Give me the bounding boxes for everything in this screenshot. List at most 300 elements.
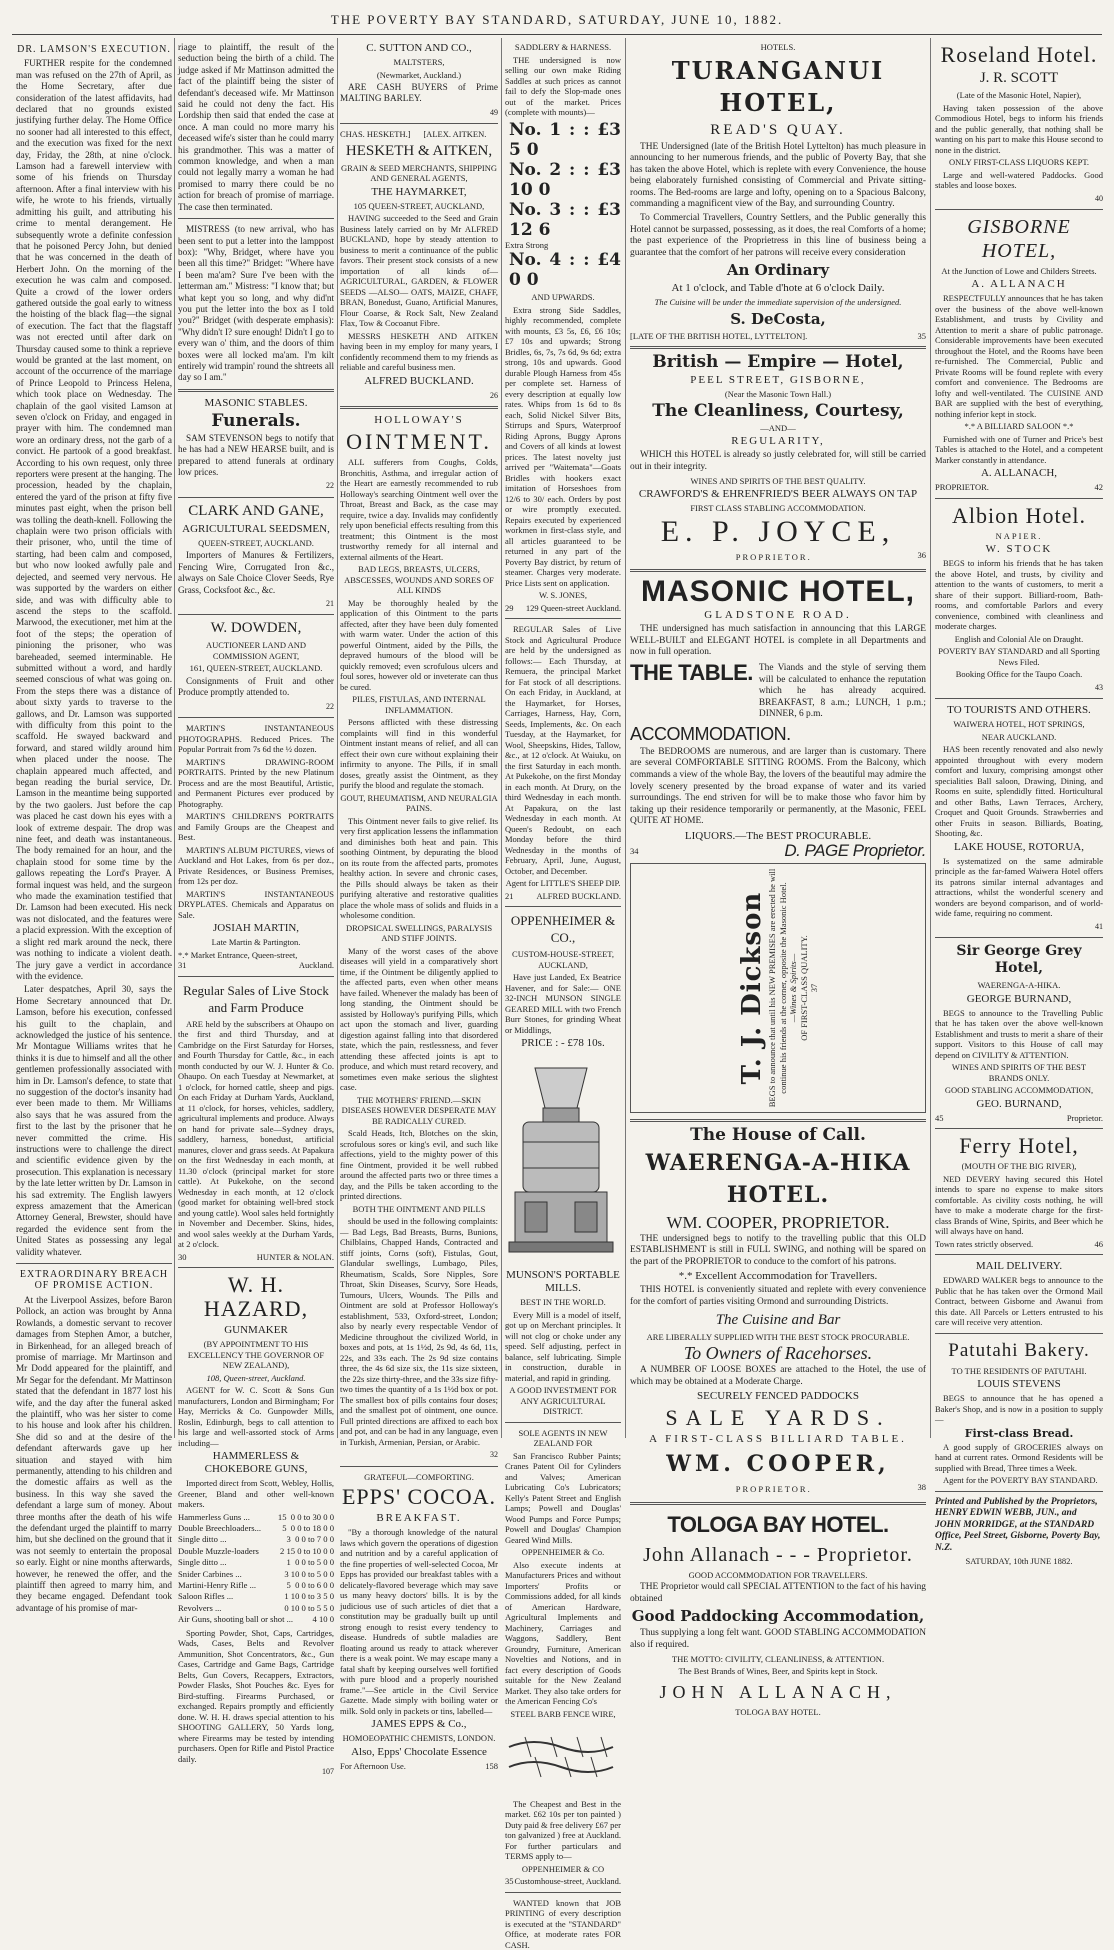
ad-address: QUEEN-STREET, AUCKLAND.: [198, 537, 314, 548]
ad-title: MUNSON'S PORTABLE MILLS.: [506, 1269, 620, 1295]
ad-signature: JOSIAH MARTIN,: [212, 922, 300, 935]
ad-subtitle: HAMMERLESS & CHOKEBORE GUNS,: [204, 1450, 308, 1476]
ad-text: Having taken possession of the above Commodious Hotel, begs to inform his friends and the public generally, that nothing shall be wanting on his part to make this House second to none in the district.: [935, 102, 1103, 155]
ad-subtitle: A GOOD INVESTMENT FOR ANY AGRICULTURAL DISTRICT.: [509, 1385, 617, 1417]
ad-subtitle: The House of Call.: [690, 1124, 866, 1145]
ad-title: Funerals.: [211, 410, 301, 431]
price-row: Double Muzzle-loaders 2 15 0 to 10 0 0: [178, 1545, 334, 1556]
ad-title: W. H. HAZARD,: [203, 1272, 309, 1322]
ad-signature: GEO. BURNAND,: [976, 1097, 1062, 1110]
ad-text: MESSRS HESKETH AND AITKEN having been in my employ for many years, I confidently recommend them to my friends as reliable and careful business men.: [340, 330, 498, 373]
ad-text: NED DEVERY having secured this Hotel intends to spare no expense to make sitors comfortable. As civility costs nothing, he will have to make a moderate charge for the first-class Brands of Wine, Spirits, and Beer which he will always have on hand.: [935, 1173, 1103, 1237]
ad-text: THE Undersigned (late of the British Hotel Lyttelton) has much pleasure in announcing to her numerous friends, and the public of Poverty Bay, that she has taken the above Hotel, which is replete with every Convenience, the house being elaborately furnished consisting of Commercial and Private sitting-rooms. The Bed-rooms are large and lofty, opening on to a Spacious Balcony, commanding a magnificent view of the Bay, and surrounding Country.: [630, 141, 926, 210]
separator: [178, 976, 334, 977]
ad-signature: D. PAGE Proprietor.: [784, 841, 926, 861]
ad-subtitle: The Cuisine and Bar: [715, 1311, 841, 1328]
ad-subtitle: John Allanach - - - Proprietor.: [643, 1543, 913, 1566]
ad-text: Importers of Manures & Fertilizers, Fencing Wire, Corrugated Iron &c., always on Sale Choice Clover Seeds, Rye Grass, Cocksfoot &c., &c.: [178, 550, 334, 595]
ad-subtitle: BREAKFAST.: [376, 1512, 462, 1525]
price-row: Snider Carbines ... 3 10 0 to 5 0 0: [178, 1568, 334, 1579]
ad-subtitle: Also, Epps' Chocolate Essence: [351, 1745, 487, 1758]
ad-text: MARTIN'S ALBUM PICTURES, views of Auckland and Hot Lakes, from 6s per doz., Private Residences, or Business Premises, from 12s per doz.: [178, 844, 334, 887]
ad-text: ARE held by the subscribers at Ohaupo on the first and third Thursday, and at Cambridge on the First Saturday for Horses, and Fourth Thursday for Cattle, &c., in each month conducted by our W. J. Hunter & Co. Ohaupo. On each Tuesday at Newmarket, at 1 o'clock, for horned cattle, sheep and pigs. On each Friday at Durham Yards, Auckland, at 11 o'clock, for horses, vehicles, saddlery, agricultural implements and produce. Always on hand for private sale—Sydney drays, saddlery, harness, bonedust, artificial manures, clover and grass seeds. At Papakura on the first Wednesday in each month, at 11.30 o'clock (principal market for store cattle). At Pukekohe, on the second Wednesday in each month, at 12 o'clock (good market for obtaining well-bred stock and young cattle). Wool sales held fortnightly in November and December. Skins, hides, and wool sales weekly at the Durham Yards, at 2 o'clock.: [178, 1018, 334, 1250]
ad-address: 108, Queen-street, Auckland.: [206, 1372, 306, 1383]
ad-subtitle: The Cleanliness, Courtesy,: [652, 400, 904, 421]
column-2: [178, 40, 334, 1777]
ad-text: EDWARD WALKER begs to announce to the Public that he has taken over the Ormond Mail Contract, between Gisborne and Awanui from this date. All Parcels or Letters entrusted to his care will receive very attention.: [935, 1275, 1103, 1328]
ad-footer: [630, 1482, 926, 1497]
section-heading: HOTELS.: [760, 42, 796, 52]
ad-text: MARTIN'S CHILDREN'S PORTRAITS and Family Groups are the Cheapest and Best.: [178, 811, 334, 843]
ad-footer: [340, 1761, 498, 1772]
ad-signature: A. ALLANACH,: [980, 467, 1058, 480]
ad-subheading: BAD LEGS, BREASTS, ULCERS, ABSCESSES, WOUNDS AND SORES OF ALL KINDS: [344, 564, 494, 596]
ad-text: Furnished with one of Turner and Price's best Tables is attached to the Hotel, and a competent Marker constantly in attendance.: [935, 433, 1103, 465]
ad-number: 31: [178, 960, 187, 971]
separator: [178, 717, 334, 718]
ad-subtitle: A. ALLANACH: [971, 278, 1067, 291]
ad-subtitle: NEAR AUCKLAND.: [981, 731, 1057, 742]
price-row: Martini-Henry Rifle ... 5 0 0 to 6 0 0: [178, 1580, 334, 1590]
ad-subtitle: WINES AND SPIRITS OF THE BEST QUALITY.: [690, 475, 866, 486]
ad-number: 22: [326, 481, 334, 491]
ad-subtitle: AUCTIONEER LAND AND COMMISSION AGENT,: [205, 640, 307, 661]
column-4: [505, 40, 621, 1950]
ad-signature: Proprietor.: [1066, 1112, 1103, 1123]
ad-number: 36: [917, 549, 926, 560]
column-3: [340, 40, 498, 1771]
ad-number: 38: [917, 1482, 926, 1493]
separator: [178, 1267, 334, 1268]
ad-signature: HUNTER & NOLAN.: [256, 1251, 334, 1262]
ad-subtitle: An Ordinary: [726, 261, 830, 280]
separator: [505, 906, 621, 907]
ad-subtitle: NAPIER.: [995, 530, 1043, 541]
ad-subtitle: At the Junction of Lowe and Childers Streets.: [941, 265, 1097, 276]
ad-text: Imported direct from Scott, Webley, Hollis, Greener, Bland and other well-known makers.: [178, 1478, 334, 1510]
ad-signature: WM. COOPER,: [666, 1451, 890, 1478]
ad-text: ALL sufferers from Coughs, Colds, Bronchitis, Asthma, and irregular action of the Heart are earnestly recommended to rub Holloway's searching Ointment well over the Throat, Breast and Back, as the case may require, twice a day. Invalids may confidently rely upon beneficial effects resulting from this treatment; this Ointment is the most trustworthy remedy for all internal and external ailments of the Heart.: [340, 457, 498, 562]
article-paragraph: At the Liverpool Assizes, before Baron Pollock, an action was brought by Anna Rowlands, a domestic servant to recover damages from Stephen Amor, a butcher, in Birkenhead, for an alleged breach of promise of marriage. Mr Martinson and Mr Dodd appeared for the plaintiff, and Mr Segar for the defendant. Mr Mattinson stated that the defendant in 1877 lost his wife, and the day after the funeral asked the plaintiff, who was her sister to come to his house and look after his children. She did so and at the desire of the defendant afterwards gave up her situation and stayed with him permanently, attending to his children and the domestic affairs as well as the business. In this way she saved the defendant a large sum of money. About three months after the death of his wife the defendant urged the plaintiff to marry him, but she declined on the ground that it was not seemly to entertain the proposal so early. Eight or nine months afterwards, however, he renewed the offer, and the plaintiff then agreed to marry him, and they became engaged. Defendant took advantage of his promise of mar-: [16, 1294, 172, 1613]
ad-text: ARE CASH BUYERS of Prime MALTING BARLEY.: [340, 82, 498, 104]
ad-number: 35: [917, 330, 926, 341]
ad-title: HESKETH & AITKEN,: [345, 142, 493, 159]
ad-text: Also execute indents at Manufacturers Prices and without Importers' Profits or Commissions added, for all kinds of American Hardware, Agricultural Implements and Machinery, Carriages and Waggons, Saddlery, Bent Groundry, Furniture, American Novelties and Notions, and in fact every description of Goods suitable for the New Zealand Market. They also take orders for the American Fencing Co's: [505, 1559, 621, 1707]
ad-subtitle: AGRICULTURAL SEEDSMEN,: [182, 522, 330, 535]
ad-note: Booking Office for the Taupo Coach.: [955, 669, 1083, 680]
ad-subtitle: To Owners of Racehorses.: [683, 1343, 873, 1364]
ad-number: 158: [485, 1760, 498, 1771]
ad-text: Many of the worst cases of the above diseases will yield in a comparatively short time, if the Ointment be diligently applied to the affected parts, even when other means have failed. Whenever the malady has been of long standing, the Ointment should be assisted by Holloway's purifying Pills, which act upon the stomach and liver, guarding digestion against falling into that disordered state, which the pain, restlessness, and fever attending these affected joints is apt to produce, and which must retard recovery, and sometimes even make serious the slightest case.: [340, 945, 498, 1093]
ad-subtitle: READ'S QUAY.: [710, 121, 846, 138]
ad-text: HAVING succeeded to the Seed and Grain Business lately carried on by Mr ALFRED BUCKLAND, hope by steady attention to business to merit a continuance of the public favors. Their present stock consists of a new importation of all kinds of— AGRICULTURAL, GARDEN, & FLOWER SEEDS —ALSO— OATS, MAIZE, CHAFF, BRAN, Bonedust, Guano, Artificial Manures, Flour Coarse, & Rock Salt, New Zealand Flax, Tow & Cocoanut Fibre.: [340, 213, 498, 329]
ad-footer: [178, 1252, 334, 1263]
ad-signature: HOMOEOPATHIC CHEMISTS, LONDON.: [342, 1733, 496, 1744]
ad-subtitle: SECURELY FENCED PADDOCKS: [697, 1390, 859, 1403]
ad-title: OINTMENT.: [346, 429, 492, 455]
ad-subheading: BOTH THE OINTMENT AND PILLS: [352, 1203, 486, 1214]
ad-text: A good supply of GROCERIES always on hand at current rates. Ormond Residents will be supplied with Bread, Three times a Week.: [935, 1441, 1103, 1473]
ad-text: WANTED known that JOB PRINTING of every description is executed at the "STANDARD" Office, at moderate rates FOR CASH.: [505, 1897, 621, 1950]
price-row: Hammerless Guns ... 15 0 0 to 30 0 0: [178, 1511, 334, 1522]
separator: [178, 497, 334, 498]
mill-illustration: [505, 1058, 617, 1258]
ad-number: 21: [326, 598, 334, 608]
separator: [935, 1333, 1103, 1334]
ad-title: C. SUTTON AND CO.,: [366, 42, 472, 54]
ad-subtitle: GOOD ACCOMMODATION FOR TRAVELLERS.: [688, 1569, 868, 1580]
ad-signature: JOHN ALLANACH,: [659, 1681, 897, 1702]
ad-subtitle: GUNMAKER: [224, 1324, 288, 1337]
ad-note: For Afternoon Use.: [340, 1760, 406, 1771]
price-row: Air Guns, shooting ball or shot ... 4 10 0: [178, 1614, 334, 1625]
ad-title: MAIL DELIVERY.: [975, 1260, 1063, 1273]
ad-partners: CHAS. HESKETH.] [ALEX. AITKEN.: [340, 129, 487, 140]
ad-signature: ALFRED BUCKLAND.: [364, 374, 474, 387]
ad-number: 32: [490, 1450, 498, 1460]
ad-city: Auckland.: [298, 960, 334, 971]
separator: [505, 618, 621, 619]
ad-number: 29: [505, 602, 514, 613]
ad-text: To Commercial Travellers, Country Settlers, and the Public generally this Hotel cannot be surpassed, possessing, as it does, the real Comforts of a home; the past experience of the Proprietress in this line of business being a guarantee that the comfort of her patrons will receive every consideration: [630, 213, 926, 258]
ad-text: May be thoroughly healed by the application of this Ointment to the parts affected, after they have been duly fomented with warm water. Under the action of this powerful Ointment, aided by the Pills, the depraved humours of the blood will be quickly removed; even scrofulous ulcers and foul sores, however old or inveterate can thus be cured.: [340, 597, 498, 692]
ad-subtitle: BEST IN THE WORLD.: [520, 1297, 606, 1308]
ad-text: THE Proprietor would call SPECIAL ATTENTION to the fact of his having obtained: [630, 1582, 926, 1604]
ad-title: Ferry Hotel,: [959, 1133, 1079, 1159]
separator: [630, 569, 926, 572]
ad-subtitle: Agent for LITTLE'S SHEEP DIP.: [505, 878, 621, 888]
ad-text: BEGS to announce to the Travelling Public that he has taken over the above well-known Establishment and trusts to merit a share of their support. Visitors to this House of call may depend on CIVILITY & ATTENTION.: [935, 1007, 1103, 1060]
separator: [505, 1422, 621, 1423]
ad-title: EPPS' COCOA.: [341, 1484, 497, 1510]
ad-subtitle: LIQUORS.—The BEST PROCURABLE.: [684, 830, 872, 843]
ad-text: should be used in the following complaints:— Bad Legs, Bad Breasts, Burns, Bunions, Chilblains, Chapped Hands, Contracted and stiff joints, Corns (soft), Fistulas, Gout, Glandular swellings, Lumbago, Piles, Rheumatism, Scalds, Sore Nipples, Sore Throat, Skin Diseases, Scurvy, Sore Heads, Tumours, Ulcers, Wounds. The Pills and Ointment are sold at Professor Holloway's establishment, 533, Oxford-street, London; also by nearly every respectable Vendor of Medicine throughout the civilized World, in boxes and pots, at 1s 1½d, 2s 9d, 4s 6d, 11s, 22s, and 33s each. The 2s 9d size contains three, the 4s 6d size six, the 11s size sixteen, the 22s size thirty-three, and the 33s size fifty-two times the quantity of a 1s 1½d box or pot. The smallest box of pills contains four doses; and the smallest pot of ointment, one ounce. Full printed directions are affixed to each box and pot, and can be had in any language, even in Turkish, Armenian, Persian, or Arabic.: [340, 1216, 498, 1447]
ad-number: 35: [505, 1876, 514, 1887]
ad-text: BEGS to announce that he has opened a Baker's Shop, and is now in a position to supply—: [935, 1393, 1103, 1425]
ad-text: THE undersigned begs to notify to the travelling public that this OLD ESTABLISHMENT is still in FULL SWING, and nothing will be spared on the part of the PROPRIETOR to conduce to the comfort of his patrons.: [630, 1233, 926, 1267]
ad-title: Roseland Hotel.: [940, 42, 1098, 67]
section-title: ACCOMMODATION.: [630, 723, 791, 744]
table-section: [630, 661, 926, 723]
ad-subtitle: GRAIN & SEED MERCHANTS, SHIPPING AND GENERAL AGENTS,: [340, 162, 498, 184]
column-divider: [930, 38, 931, 1438]
ad-signature: [LATE OF THE BRITISH HOTEL, LYTTELTON].: [630, 330, 808, 341]
ad-subtitle: CUSTOM-HOUSE-STREET, AUCKLAND,: [512, 949, 614, 970]
separator: [935, 209, 1103, 210]
dickson-ad: [630, 863, 926, 1113]
ad-subtitle: (Near the Masonic Town Hall.): [724, 389, 832, 400]
ad-subtitle: PEEL STREET, GISBORNE,: [690, 374, 866, 387]
ad-subheading: THE MOTHERS' FRIEND.—SKIN DISEASES HOWEVER DESPERATE MAY BE RADICALLY CURED.: [341, 1094, 497, 1126]
ad-number: 45: [935, 1112, 944, 1123]
price-table: [178, 1512, 334, 1626]
ad-number: 40: [1095, 193, 1103, 203]
dickson-rotated: [737, 868, 820, 1108]
ad-text: Have just Landed, Ex Beatrice Havener, and for Sale:— ONE 32-INCH MUNSON SINGLE GEARED MILL with two French Burr Stones, for grinding Wheat or Middlings,: [505, 972, 621, 1035]
ad-signature: PROPRIETOR.: [935, 482, 989, 493]
ad-note: WINES AND SPIRITS OF THE BEST BRANDS ONLY.: [951, 1062, 1087, 1083]
ad-text: MARTIN'S INSTANTANEOUS PHOTOGRAPHS. Reduced Prices. The Popular Portrait from 7s 6d the ½ dozen.: [178, 723, 334, 755]
separator: [630, 346, 926, 349]
ad-text: REGULAR Sales of Live Stock and Agricultural Produce are held by the undersigned as follows:— Each Thursday, at Remuera, the principal Market for Fat stock of all descriptions. On each Friday, in Auckland, at the Haymarket, for Horses, Carriages, Harness, Hay, Corn, Seeds, Implements, &c. On each Tuesday, at the Haymarket, for Wool, Sheepskins, Hides, Tallow, &c., at 12 o'clock. At Waiuku, on the first Saturday in each month. At Pukekohe, on the first Monday in each month. At Drury, on the third Wednesday in each month. At Papakura, on the last Wednesday in each month. At Queen's Redoubt, on each Monday before the third Wednesday in the months of February, April, June, August, October, and December.: [505, 624, 621, 876]
ad-text: The Cheapest and Best in the market. £62 10s per ton painted ) Duty paid & free delivery £67 per ton galvanized ) free at Auckland. For further particulars and TERMS apply to—: [505, 1798, 621, 1862]
ad-title: GISBORNE HOTEL,: [967, 215, 1071, 262]
price-row: Saloon Rifles ... 1 10 0 to 3 5 0: [178, 1591, 334, 1602]
ad-signature: TOLOGA BAY HOTEL.: [735, 1706, 821, 1717]
ad-text: The BEDROOMS are numerous, and are larger than is customary. There are several COMFORTABLE SITTING ROOMS. From the Balcony, which commands a view of the whole Bay, the lovers of the beautiful may admire the lovely scenery presented by the broad expanse of water and its varied surroundings. The end striven for will be to make those who favor him by taking up their residence temporarily or permanently, at the Masonic, FEEL QUITE AT HOME.: [630, 746, 926, 827]
ad-title: CLARK AND GANE,: [188, 502, 324, 519]
ad-subtitle: W. STOCK: [985, 543, 1053, 556]
masthead: THE POVERTY BAY STANDARD, SATURDAY, JUNE 10, 1882.: [330, 12, 784, 27]
article-paragraph: riage to plaintiff, the result of the seduction being the birth of a child. The judge asked if Mr Mattinson admitted the fact of the plaintiff being the sister of defendant's deceased wife. Mr Mattinson said he could not deny the fact. His Lordship then said that ended the case at once. A man could no more marry his deceased wife's sister than he could marry his grandmother. This was a matter of common knowledge, and when a man could not legally marry a woman he had promised to marry there could be no action for breach of promise of marriage. The case then terminated.: [178, 42, 334, 212]
ad-text: A NUMBER OF LOOSE BOXES are attached to the Hotel, the use of which may be obtained at a Moderate Charge.: [630, 1365, 926, 1387]
separator: [178, 614, 334, 615]
ad-text: "By a thorough knowledge of the natural laws which govern the operations of digestion and nutrition and by a careful application of the fine properties of well-selected Cocoa, Mr Epps has provided our breakfast tables with a delicately-flavored beverage which may save us many heavy doctors' bills. It is by the judicious use of such articles of diet that a constitution may be gradually built up until strong enough to resist every tendency to disease. Hundreds of subtle maladies are floating around us ready to attack wherever there is a weak point. We may escape many a fatal shaft by keeping ourselves well fortified with pure blood and a properly nourished frame."—See article in the Civil Service Gazette. Made simply with boiling water or milk. Sold only in packets or tins, labelled—: [340, 1527, 498, 1716]
ad-subtitle: ONLY FIRST-CLASS LIQUORS KEPT.: [948, 157, 1090, 167]
ad-subtitle: *.* Excellent Accommodation for Travellers.: [678, 1270, 878, 1283]
ad-subtitle: (BY APPOINTMENT TO HIS EXCELLENCY THE GOVERNOR OF NEW ZEALAND),: [187, 1339, 325, 1371]
separator: [630, 1502, 926, 1505]
ad-title: OPPENHEIMER & CO.,: [510, 913, 616, 945]
separator: [340, 123, 498, 124]
column-1: [16, 40, 172, 1613]
ad-subheading: PILES, FISTULAS, AND INTERNAL INFLAMMATION.: [352, 694, 486, 715]
ad-signature: PROPRIETOR.: [735, 1484, 812, 1495]
ad-subtitle: *.* A BILLIARD SALOON *.*: [964, 421, 1074, 432]
ad-title: Patutahi Bakery.: [948, 1339, 1090, 1361]
ad-subtitle: LOUIS STEVENS: [977, 1378, 1061, 1391]
ad-subheading: GOUT, RHEUMATISM, AND NEURALGIA PAINS.: [340, 792, 498, 814]
ad-subtitle: —AND—: [760, 422, 796, 433]
ad-signature: W. S. JONES,: [538, 590, 588, 600]
ad-address: 129 Queen-street Auckland.: [525, 602, 621, 613]
separator: [340, 1466, 498, 1467]
section-title: THE TABLE.: [630, 659, 753, 685]
ad-address: (Newmarket, Auckland.): [376, 69, 462, 80]
ad-signature: S. DeCosta,: [730, 309, 826, 328]
ad-subtitle: AND UPWARDS.: [531, 292, 595, 302]
ad-footer: [630, 331, 926, 342]
article-paragraph: Later despatches, April 30, says the Home Secretary announced that Dr. Lamson, before his execution, confessed his guilt to the chaplain, and acknowledged the justice of his sentence. Mr Montague Williams writes that he thinks it is due to himself and all the other gentlemen professionally associated with him in Dr. Lamson's defence, to state that no suggestion of the doctor's insanity had ever been made to them. Mr Williams also says that he was assured from the first to the last by the prisoner that he never committed the crime. His instructions were to challenge the direct and scientific evidence given by the prosecution. This explanation is necessary by the late letter written by Dr. Lamson in his sad extremity. The English lawyers express amazement that the American Attorney General, Brewster, should have regarded the evidence sent from the United States as possessing any legal validity whatever.: [16, 984, 172, 1257]
ad-text: MARTIN'S DRAWING-ROOM PORTRAITS. Printed by the new Platinum Process and are the most Beautiful, Artistic, and Permanent Pictures ever produced by Photography.: [178, 756, 334, 809]
ad-subtitle: GRATEFUL—COMFORTING.: [364, 1471, 474, 1482]
ad-title: OPPENHEIMER & Co.: [521, 1547, 605, 1558]
ad-number: 46: [1094, 1238, 1103, 1249]
ad-text: RESPECTFULLY announces that he has taken over the business of the above well-known Establishment, and trusts by Civility and Attention to merit a share of public patronage. Considerable improvements have been executed throughout the Hotel, and the Rooms have been re-furnished. The Commercial, Public and Private Rooms will be found replete with every comfort and convenience. The Bedrooms are lofty and well-ventilated. The CUISINE AND BAR are supplied with the best of everything, nothing inferior kept in stock.: [935, 293, 1103, 419]
ad-footer: [505, 1876, 621, 1887]
ad-title: Regular Sales of Live Stock and Farm Produce: [183, 982, 329, 1015]
ad-title: W. DOWDEN,: [210, 620, 302, 637]
ad-title: T. J. Dickson: [736, 891, 767, 1084]
ad-number: 30: [178, 1251, 187, 1262]
ad-subtitle: (Late of the Masonic Hotel, Napier),: [956, 90, 1082, 100]
ad-title: Albion Hotel.: [952, 502, 1086, 528]
ad-footer: [935, 482, 1103, 493]
price-row: Revolvers ... 0 10 0 to 5 5 0: [178, 1602, 334, 1613]
ad-address: Customhouse-street, Auckland.: [514, 1876, 621, 1887]
ad-title: TOLOGA BAY HOTEL.: [667, 1511, 889, 1537]
ad-text: SAM STEVENSON begs to notify that he has had a NEW HEARSE built, and is prepared to attend funerals at ordinary low prices.: [178, 432, 334, 477]
ad-text: BEGS to inform his friends that he has taken the above Hotel, and trusts, by civility and attention to the wants of customers, to merit a share of their support. Billiard-room, Bath-rooms, and comfortable Parlors and every convenience, combined with cleanliness and moderate charges.: [935, 558, 1103, 632]
ad-subtitle: MALTSTERS,: [393, 57, 445, 67]
ad-subtitle: STEEL BARB FENCE WIRE,: [510, 1708, 616, 1719]
separator: [935, 1254, 1103, 1255]
ad-text: This Ointment never fails to give relief. Its very first application lessens the inflammation and diminishes both heat and pain. This soothing Ointment, by depurating the blood on its route from the affected parts, promotes healthy action. In severe and chronic cases, the Pills should always be taken as their purifying alterative and restorative qualities place the whole mass of solids and fluids in a wholesome condition.: [340, 815, 498, 921]
ad-number: 26: [490, 390, 498, 400]
column-divider: [625, 38, 626, 1438]
ad-number: 41: [1095, 921, 1103, 931]
ad-signature: Late Martin & Partington.: [211, 937, 301, 948]
ad-signature: OPPENHEIMER & CO: [521, 1863, 605, 1874]
ad-text: Persons afflicted with these distressing complaints will find in this wonderful Ointment instant means of relief, and all can effect their own cure without explaining their infirmity to anyone. The Pills, if in small doses, greatly assist the Ointment, as they purify the blood and regulate the stomach.: [340, 717, 498, 791]
ad-text: Scald Heads, Itch, Blotches on the skin, scrofulous sores or king's evil, and such like affections, yield to the mighty power of this fine Ointment, provided it be well rubbed around the affected parts two or three times a day, and the Pills be taken according to the printed directions.: [340, 1128, 498, 1202]
article-paragraph: MISTRESS (to new arrival, who has been sent to put a letter into the lamppost box): "Why, Bridget, where have you been all this time?" Bridget: "Where have I been ma'am? Sure I've been with the letterman am." Mistress: "I know that; but what kept you so long, and why did'nt you put the letter into the box as I told you?" Bridget (with desperate emphasis): "Why didn't I? sure enough! Didn't I go to every wan o' thim, and the doors of thim boxes were all locked ma'am. I'm kilt entirely wid trampin' round the shtreets all day so I am.": [178, 224, 334, 383]
column-divider: [501, 38, 502, 1438]
column-divider: [174, 38, 175, 1438]
article-title: EXTRAORDINARY BREACH OF PROMISE ACTION.: [19, 1269, 169, 1292]
ad-note: Town rates strictly observed.: [935, 1238, 1034, 1249]
price-line: No. 2 : : £3 10 0: [509, 159, 621, 200]
ad-text: Sporting Powder, Shot, Caps, Cartridges, Wads, Cases, Belts and Revolver Ammunition, Shot Concentrators, &c., Gun Cases, Cartridge and Game Bags, Cartridge Belts, Gun Covers, Recappers, Extractors, Powder Flasks, Shot Pouches &c. Eyes for Bird-stuffing. Firearms Purchased, or exchanged. Repairs promptly and efficiently done. W. H. H. draws special attention to his SHOOTING GALLERY, 50 Yards long, where Firearms may be tested by intending purchasers. Open for Rifle and Pistol Practice daily.: [178, 1627, 334, 1764]
ad-subtitle: GLADSTONE ROAD.: [704, 609, 852, 622]
ad-text: THE undersigned has much satisfaction in announcing that this LARGE WELL-BUILT and ELEGANT HOTEL is complete in all Departments and now in full operation.: [630, 624, 926, 658]
ad-note: The Cuisine will be under the immediate supervision of the undersigned.: [654, 297, 902, 308]
ad-text: THE undersigned is now selling our own make Riding Saddles at such prices as cannot fail to defy the Slop-made ones out of the market. Prices (complete with mounts)—: [505, 54, 621, 117]
accommodation-section: [630, 723, 926, 745]
ad-subtitle: At 1 o'clock, and Table d'hote at 6 o'clock Daily.: [671, 282, 885, 295]
ad-footer: [505, 891, 621, 902]
imprint: Printed and Published by the Proprietors, HENRY EDWIN WEBB, JUN., and JOHN MORRIDGE, at the STANDARD Office, Peel Street, Gisborne, Poverty Bay, N.Z.: [935, 1496, 1101, 1553]
ad-text: Is systematized on the same admirable principle as the far-famed Waiwera Hotel offers its patrons similar internal advantages and attractions, whilst the wonderful scenery and wonders are beyond comparison, and of world-wide fame, requiring no comment.: [935, 855, 1103, 919]
ad-footer: [935, 1113, 1103, 1124]
ad-text: The Viands and the style of serving them will be calculated to enhance the reputation which he has already acquired. BREAKFAST, 8 a.m.; LUNCH, 1 p.m.; DINNER, 6 p.m.: [758, 662, 926, 720]
ad-subtitle: SALE YARDS.: [665, 1405, 891, 1431]
separator: [16, 1263, 172, 1264]
ad-number: 22: [326, 701, 334, 711]
ad-subtitle: Good Paddocking Accommodation,: [631, 1607, 925, 1626]
ad-text: WHICH this HOTEL is already so justly celebrated for, will still be carried out in their integrity.: [630, 450, 926, 473]
ad-subtitle: HOLLOWAY'S: [374, 414, 464, 427]
separator: [630, 1119, 926, 1122]
ad-title: WAERENGA-A-HIKA HOTEL.: [645, 1149, 911, 1208]
price-note: Extra Strong: [505, 239, 549, 250]
ad-subtitle: First-class Bread.: [964, 1426, 1074, 1440]
ad-text: San Francisco Rubber Paints; Cranes Patent Oil for Cylinders and Valves; American Lubricating Co's Lubricators; Kelly's Patent Street and English Lamps; Powell and Douglas' Wood Pumps and Force Pumps; Powell and Douglas' Champion Geared Wind Mills.: [505, 1450, 621, 1545]
ad-text: MARTIN'S INSTANTANEOUS DRYPLATES. Chemicals and Apparatus on Sale.: [178, 888, 334, 920]
ad-subtitle: WM. COOPER, PROPRIETOR.: [666, 1212, 890, 1232]
ad-note: GOOD STABLING ACCOMMODATION,: [944, 1085, 1094, 1096]
ad-price: PRICE : - £78 10s.: [521, 1037, 605, 1049]
ad-title: MASONIC HOTEL,: [641, 575, 915, 609]
ad-subtitle: SOLE AGENTS IN NEW ZEALAND FOR: [518, 1427, 608, 1449]
ad-subtitle: THE MOTTO: CIVILITY, CLEANLINESS, & ATTENTION.: [671, 1653, 885, 1664]
price-row: Single ditto ... 3 0 0 to 7 0 0: [178, 1534, 334, 1545]
ad-note: POVERTY BAY STANDARD and all Sporting News Filed.: [938, 646, 1100, 667]
ad-signature: JAMES EPPS & Co.,: [371, 1718, 467, 1731]
imprint-date: SATURDAY, 10th JUNE 1882.: [965, 1556, 1073, 1567]
fence-wire-illustration: [505, 1727, 617, 1787]
ad-footer: [178, 960, 334, 971]
ad-heading: MASONIC STABLES.: [204, 396, 308, 409]
column-divider: [337, 38, 338, 1438]
ad-title: British — Empire — Hotel,: [652, 352, 904, 373]
ad-footer: [505, 603, 621, 614]
ad-subtitle: WAIWERA HOTEL, HOT SPRINGS,: [953, 719, 1085, 730]
price-line: No. 4 : : £4 0 0: [509, 250, 621, 290]
ad-subheading: DROPSICAL SWELLINGS, PARALYSIS AND STIFF JOINTS.: [345, 922, 493, 944]
ad-subtitle: FIRST CLASS STABLING ACCOMMODATION.: [690, 503, 866, 514]
ad-subtitle: LAKE HOUSE, ROTORUA,: [954, 840, 1084, 853]
price-row: Single ditto ... 1 0 0 to 5 0 0: [178, 1557, 334, 1568]
price-line: No. 1 : : £3 5 0: [509, 119, 621, 160]
ad-footer: [630, 841, 926, 861]
ad-number: 42: [1094, 482, 1103, 493]
ad-text: Consignments of Fruit and other Produce promptly attended to.: [178, 675, 334, 698]
price-line: No. 3 : : £3 12 6: [509, 199, 621, 240]
ad-note: English and Colonial Ale on Draught.: [954, 633, 1084, 644]
ad-title: SADDLERY & HARNESS.: [514, 42, 612, 52]
ad-text: Extra strong Side Saddles, highly recommended, complete with mounts, £3 5s, £6, £6 10s; £7 10s and upwards; Strong Bridles, 6s, 7s, 7s 6d, 9s 6d; extra strong, 10s and upwards. Good durable Plough Harness from 45s per complete set. Harness of every description at equally low rates. Whips from 1s 6d to 8s each, Solid Nickel Silver Bits, Stirrups and Spurs, Waterproof Riding Aprons, Buggy Aprons and Covers of all kinds at lowest prices. The latest novelty just arrived per "Waitemata"—Goats Bridles with hookers exact imitation of Horseshoes from 12/6 to 30/ each. Orders by post or wire promptly executed. Repairs executed by experienced workmen in first-class style, and all articles guaranteed to be returned in any part of the Poverty Bay district, by return of steamer. Charges very moderate. Price Lists sent on application.: [505, 304, 621, 588]
ad-subtitle: WAERENGA-A-HIKA.: [977, 980, 1061, 991]
ad-subtitle: (MOUTH OF THE BIG RIVER),: [961, 1161, 1077, 1172]
ad-subtitle: A FIRST-CLASS BILLIARD TABLE.: [649, 1433, 907, 1446]
separator: [340, 406, 498, 409]
ad-text: AGENT for W. C. Scott & Sons Gun manufacturers, London and Birmingham; For Hay, Merricks & Co. Gunpowder Mills, Roslin, Edinburgh, begs to call attention to his large and well-assorted stock of Arms including—: [178, 1385, 334, 1448]
separator: [178, 389, 334, 392]
separator: [935, 937, 1103, 938]
ad-address: 105 QUEEN-STREET, AUCKLAND,: [353, 200, 485, 211]
ad-text: Thus supplying a long felt want. GOOD STABLING ACCOMMODATION also if required.: [630, 1628, 926, 1651]
ad-text: Agent for the POVERTY BAY STANDARD.: [943, 1475, 1098, 1486]
ad-address: 161, QUEEN-STREET, AUCKLAND.: [189, 663, 323, 674]
ad-signature: PROPRIETOR.: [735, 551, 812, 562]
ad-signature: E. P. JOYCE,: [660, 514, 896, 548]
ad-text: THIS HOTEL is conveniently situated and replete with every convenience for the comfort of parties visiting Ormond and surrounding Districts.: [630, 1285, 926, 1307]
ad-subtitle: REGULARITY,: [731, 435, 825, 448]
separator: [178, 218, 334, 219]
ad-number: 43: [1095, 682, 1103, 692]
column-6: [935, 40, 1103, 1567]
ad-footer: [630, 550, 926, 565]
separator: [935, 1491, 1103, 1492]
ad-text: Every Mill is a model of itself, got up on Merchant principles. It will not clog or choke under any speed. Self adjusting, perfect in balance, self lubricating. Simple in construction, durable in material, and rapid in grinding.: [505, 1309, 621, 1383]
ad-text: Large and well-watered Paddocks. Good stables and loose boxes.: [935, 169, 1103, 190]
ad-number: 49: [490, 107, 498, 117]
ad-subtitle: J. R. SCOTT: [979, 70, 1059, 86]
ad-subtitle: —Wines & Spirits—: [787, 953, 798, 1022]
ad-number: 21: [505, 890, 514, 901]
ad-title: TO TOURISTS AND OTHERS.: [947, 704, 1091, 717]
ad-number: 34: [630, 845, 639, 856]
ad-signature: ALFRED BUCKLAND.: [536, 890, 621, 901]
ad-subtitle: THE HAYMARKET,: [371, 185, 467, 198]
column-5: [630, 40, 926, 1717]
ad-subtitle: CRAWFORD'S & EHRENFRIED'S BEER ALWAYS ON TAP: [638, 488, 918, 501]
separator: [935, 498, 1103, 499]
ad-subtitle: GEORGE BURNAND,: [966, 992, 1072, 1005]
separator: [935, 698, 1103, 699]
ad-title: TURANGANUI HOTEL,: [671, 55, 885, 117]
ad-signature: *.* Market Entrance, Queen-street,: [178, 949, 298, 960]
ad-text: BEGS to announce that until his NEW PREMISES are erected he will continue his friends at the corner, opposite the Masonic Hotel.: [766, 868, 788, 1107]
ad-subtitle: ARE LIBERALLY SUPPLIED WITH THE BEST STOCK PROCURABLE.: [646, 1331, 910, 1342]
ad-title: Sir George Grey Hotel,: [956, 943, 1082, 977]
ad-text: HAS been recently renovated and also newly appointed throughout with every modern comfort and luxury, comprising amongst other specialities Ball saloon, Drawing, Dining, and Rooms en suite, splendidly fitted. Horticultural and other Baths, Lawn Terraces, Archery, Croquet and Quoit Grounds. Strawberries and other Fruits in season. Billiards, Boating, Shooting, &c.: [935, 744, 1103, 839]
ad-footer: [935, 1239, 1103, 1250]
article-paragraph: FURTHER respite for the condemned man was refused on the 27th of April, as the Home Secretary, after due consideration of the latest affidavits, had declared that no grounds existed justifying further delay. The Home Office no sooner had all interested to this effect, and the execution was fixed for the next day, Friday, the 28th, at nine o'clock. Lamson had a farewell interview with some of his friends on Thursday afternoon. After a final interview with his wife, he wrote to his friends, virtually admitting his guilt, and attributing his crime to mental derangement. He subsequently wrote a definite confession that he poisoned Percy John, but denied that he was concerned in the death of Herbert John. On the morning of the execution he was calm and composed. Quite a crowd of the lower orders gathered outside the goal early to witness the hoisting of the black flag—the signal of execution. The fact that the flagstaff was not erected until after dark on Thursday caused some to think a reprieve would be granted at the last moment, on account of the occurrence of the marriage of Prince Leopold to Princess Helena, which took place on Wednesday. The chaplain of the gaol visited Lamson at seven o'clock on Friday, and engaged in prayer with him. The condemned man wore an ordinary dress, not the garb of a convict. He partook of a good breakfast. According to his own request, only three reporters were present at the hanging. The procession, headed by the chaplain, entered the yard of the prison at fifty five minutes past eight, when the prison bell was tolling the death-knell. Following the chaplain were two prison officials with their prisoner, who, until the time of starting, had been calm and composed, but who now looked awfully pale and dejected, and seemed very nervous. He was supported by the warders on either side, and was with difficulty able to ascend the steps to the scaffold. Marwood, the executioner, met him at the foot of the steps; the operation of pinioning the prisoner, who was bareheaded, seemed interminable. He submitted without a word, and hardly seemed conscious of what was going on. From the steps there was a distance of about sixty yards to traverse to the gallows, and Dr. Lamson was supported with difficulty from this point to the scaffold. He swayed backward and forward, and stared wildly around him when placed under the noose. The chaplain appeared much affected, and began reading the burial service, Dr. Lamson in the meantime being supported by the two gaolers. Just before the cap was placed he cast down his eyes with a look of extreme despair. The drop was nine feet, and death was instantaneous. The body remained for an hour, and the chaplain stood for some time by the gallows repeating the Lord's Prayer. A formal inquest was held, and the surgeon who made the examination testified that Dr. Lamson had been executed. His neck was not dislocated, and the features were a placid expression. With the exception of a slight red mark around the neck, there was nothing to indicate a violent death. The jury gave a verdict in accordance with the evidence.: [16, 58, 172, 981]
ad-subtitle: TO THE RESIDENTS OF PATUTAHI.: [951, 1365, 1087, 1376]
article-title: DR. LAMSON'S EXECUTION.: [17, 44, 171, 55]
